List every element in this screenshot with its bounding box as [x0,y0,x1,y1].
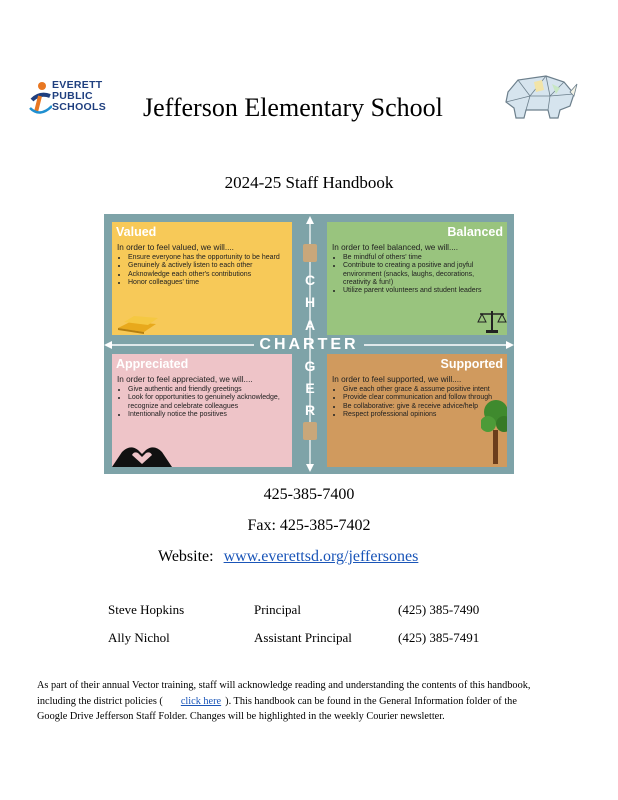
list-item: • Respect professional opinions [343,411,503,419]
quadrant-balanced [327,222,507,335]
staff-role: Assistant Principal [254,630,352,645]
list-item: • Provide clear communication and follow through [343,394,503,402]
staff-name: Ally Nichol [108,630,170,645]
vertical-letter: G [304,358,316,374]
quadrant-heading: Valued [116,225,157,239]
vertical-letter: R [304,402,316,418]
vertical-letter: H [304,294,316,310]
scales-icon [477,308,507,334]
list-item: • Genuinely & actively listen to each other [128,262,288,270]
quadrant-list [327,386,507,419]
phone-number: 425-385-7400 [263,486,355,503]
charter-poster [104,214,514,474]
tree-icon [481,394,507,464]
note-text-after: ). This handbook can be found in the General Information folder of the Google Drive Jefferson Staff Folder. Changes will be highlighted in the weekly Courier newsletter. [37,695,517,722]
list-item: • Intentionally notice the positives [128,411,288,419]
list-item: • Contribute to creating a positive and joyful environment (snacks, laughs, decorations, creativity & fun!) [343,262,503,287]
list-item: • Look for opportunities to genuinely acknowledge, recognize and celebrate colleagues [128,394,288,411]
vertical-letter: E [305,380,315,396]
list-item: • Be mindful of others' time [343,254,503,262]
fax-number: Fax: 425-385-7402 [247,517,371,534]
website-line [158,548,418,566]
staff-phone: (425) 385-7491 [398,630,480,645]
quadrant-intro: In order to feel supported, we will.... [332,375,462,384]
list-item: • Ensure everyone has the opportunity to be heard [128,254,288,262]
gold-bars-icon [116,312,162,334]
list-item: • Give authentic and friendly greetings [128,386,288,394]
charter-word: CHARTER [254,336,364,354]
quadrant-intro: In order to feel appreciated, we will.... [117,375,253,384]
list-item: • Acknowledge each other's contributions [128,271,288,279]
quadrant-appreciated [112,354,292,467]
quadrant-heading: Supported [440,357,503,371]
staff-name: Steve Hopkins [108,602,185,617]
website-label: Website: [158,548,214,565]
policies-link[interactable]: click here [180,695,222,707]
quadrant-list [327,254,507,295]
mascot-icon [303,244,317,262]
logo-text: EVERETT PUBLIC SCHOOLS [52,79,107,113]
runner-icon [28,78,52,118]
heart-hands-icon [112,442,172,467]
quadrant-heading: Appreciated [116,357,189,371]
vertical-letter: A [304,317,316,333]
quadrant-intro: In order to feel valued, we will.... [117,243,234,252]
school-title: Jefferson Elementary School [143,93,443,122]
list-item: • Honor colleagues' time [128,279,288,287]
acknowledgement-note [37,678,547,725]
vertical-letter: C [304,272,316,288]
quadrant-list [112,386,292,419]
quadrant-intro: In order to feel balanced, we will.... [332,243,459,252]
list-item: • Utilize parent volunteers and student leaders [343,287,503,295]
note-text-before: As part of their annual Vector training, staff will acknowledge reading and understanding the contents of this handbook, including the district policies ( [37,680,531,707]
quadrant-valued [112,222,292,335]
handbook-title: 2024-25 Staff Handbook [224,173,394,192]
list-item: • Be collaborative: give & receive advice/help [343,403,503,411]
mascot-icon [303,422,317,440]
website-link[interactable]: www.everettsd.org/jeffersones [223,548,419,565]
district-logo [28,78,123,122]
quadrant-list [112,254,292,287]
rhino-mascot-icon [500,70,578,120]
list-item: • Give each other grace & assume positive intent [343,386,503,394]
staff-role: Principal [254,602,301,617]
staff-phone: (425) 385-7490 [398,602,480,617]
quadrant-heading: Balanced [447,225,503,239]
quadrant-supported [327,354,507,467]
